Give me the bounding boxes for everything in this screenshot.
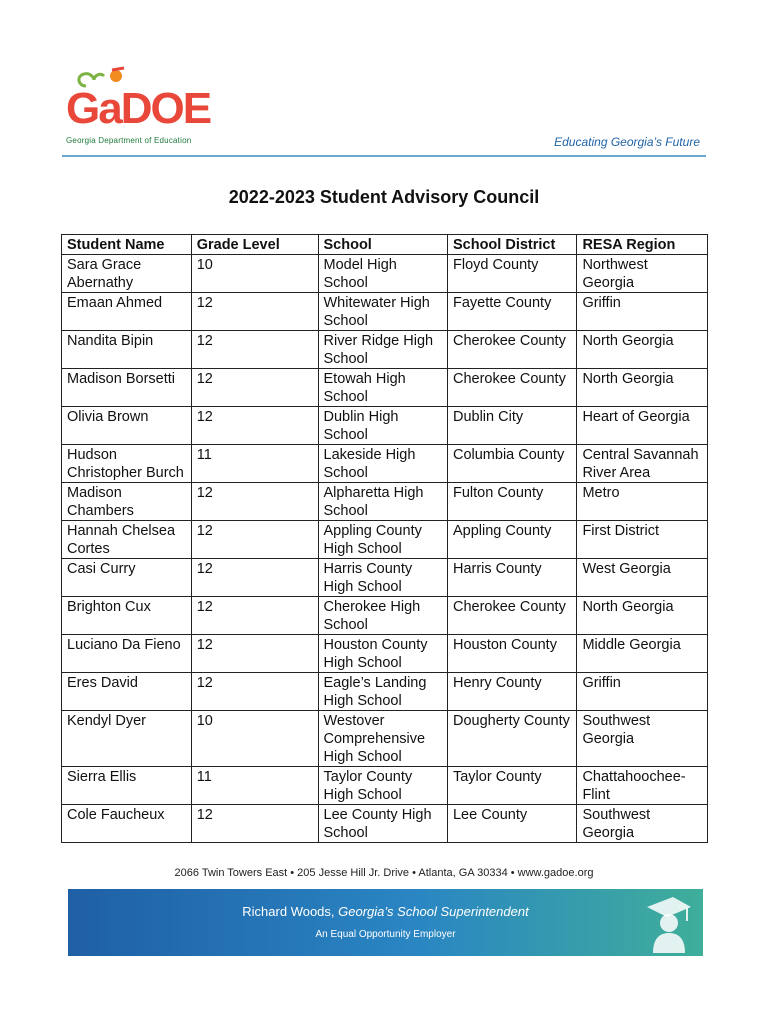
graduate-icon xyxy=(643,893,693,953)
table-cell: Dublin High School xyxy=(318,407,447,445)
table-cell: 12 xyxy=(191,369,318,407)
table-cell: Appling County High School xyxy=(318,521,447,559)
table-cell: Middle Georgia xyxy=(577,635,708,673)
table-cell: Lee County xyxy=(447,805,576,843)
table-row xyxy=(62,255,708,293)
logo-subtitle: Georgia Department of Education xyxy=(66,136,192,145)
table-cell: Griffin xyxy=(577,673,708,711)
table-row xyxy=(62,597,708,635)
column-header: School xyxy=(318,235,447,255)
table-cell: 10 xyxy=(191,711,318,767)
table-cell: Houston County High School xyxy=(318,635,447,673)
table-cell: 12 xyxy=(191,331,318,369)
table-cell: Taylor County xyxy=(447,767,576,805)
table-cell: Model High School xyxy=(318,255,447,293)
table-cell: Lee County High School xyxy=(318,805,447,843)
table-row xyxy=(62,483,708,521)
table-cell: Southwest Georgia xyxy=(577,711,708,767)
superintendent-name: Richard Woods, xyxy=(242,904,339,919)
table-row xyxy=(62,521,708,559)
table-cell: 12 xyxy=(191,521,318,559)
table-body xyxy=(62,255,708,843)
table-cell: Westover Comprehensive High School xyxy=(318,711,447,767)
table-row xyxy=(62,767,708,805)
table-cell: 12 xyxy=(191,597,318,635)
table-cell: 12 xyxy=(191,559,318,597)
column-header: RESA Region xyxy=(577,235,708,255)
table-cell: Cherokee County xyxy=(447,597,576,635)
table-cell: Cole Faucheux xyxy=(62,805,192,843)
employer-note: An Equal Opportunity Employer xyxy=(315,929,456,940)
table-cell: Southwest Georgia xyxy=(577,805,708,843)
table-cell: 11 xyxy=(191,445,318,483)
table-cell: 10 xyxy=(191,255,318,293)
table-cell: North Georgia xyxy=(577,369,708,407)
footer-address: 2066 Twin Towers East • 205 Jesse Hill Jr. Drive • Atlanta, GA 30334 • www.gadoe.org xyxy=(174,867,594,879)
table-cell: 12 xyxy=(191,407,318,445)
column-header: Student Name xyxy=(62,235,192,255)
table-cell: Appling County xyxy=(447,521,576,559)
table-cell: 12 xyxy=(191,483,318,521)
table-cell: Casi Curry xyxy=(62,559,192,597)
table-cell: Hudson Christopher Burch xyxy=(62,445,192,483)
table-cell: Eagle’s Landing High School xyxy=(318,673,447,711)
table-row xyxy=(62,805,708,843)
table-cell: Taylor County High School xyxy=(318,767,447,805)
table-cell: First District xyxy=(577,521,708,559)
table-cell: Emaan Ahmed xyxy=(62,293,192,331)
table-cell: Eres David xyxy=(62,673,192,711)
table-cell: 12 xyxy=(191,673,318,711)
page-title: 2022-2023 Student Advisory Council xyxy=(228,187,540,207)
table-row xyxy=(62,369,708,407)
table-cell: Central Savannah River Area xyxy=(577,445,708,483)
table-cell: Fayette County xyxy=(447,293,576,331)
table-cell: Alpharetta High School xyxy=(318,483,447,521)
superintendent-title: Georgia’s School Superintendent xyxy=(338,904,529,919)
table-cell: Sierra Ellis xyxy=(62,767,192,805)
table-cell: 12 xyxy=(191,293,318,331)
table-row xyxy=(62,445,708,483)
table-row xyxy=(62,559,708,597)
superintendent-line xyxy=(68,904,703,919)
table-cell: 12 xyxy=(191,635,318,673)
table-cell: Harris County High School xyxy=(318,559,447,597)
table-cell: Brighton Cux xyxy=(62,597,192,635)
table-cell: Dougherty County xyxy=(447,711,576,767)
logo-wordmark: GaDOE xyxy=(66,84,211,133)
table-cell: Whitewater High School xyxy=(318,293,447,331)
table-cell: North Georgia xyxy=(577,331,708,369)
table-cell: Heart of Georgia xyxy=(577,407,708,445)
table-cell: Dublin City xyxy=(447,407,576,445)
table-cell: Hannah Chelsea Cortes xyxy=(62,521,192,559)
table-cell: Cherokee High School xyxy=(318,597,447,635)
table-cell: Madison Borsetti xyxy=(62,369,192,407)
table-cell: Chattahoochee-Flint xyxy=(577,767,708,805)
table-cell: Etowah High School xyxy=(318,369,447,407)
table-header-row xyxy=(62,235,708,255)
table-cell: Sara Grace Abernathy xyxy=(62,255,192,293)
student-table xyxy=(61,234,708,843)
table-cell: Luciano Da Fieno xyxy=(62,635,192,673)
table-row xyxy=(62,407,708,445)
table-cell: Griffin xyxy=(577,293,708,331)
column-header: School District xyxy=(447,235,576,255)
table-cell: River Ridge High School xyxy=(318,331,447,369)
column-header: Grade Level xyxy=(191,235,318,255)
footer-banner xyxy=(68,889,703,956)
table-cell: Fulton County xyxy=(447,483,576,521)
table-row xyxy=(62,293,708,331)
table-cell: 11 xyxy=(191,767,318,805)
table-cell: Cherokee County xyxy=(447,369,576,407)
table-cell: Harris County xyxy=(447,559,576,597)
table-cell: Nandita Bipin xyxy=(62,331,192,369)
table-cell: Olivia Brown xyxy=(62,407,192,445)
table-cell: Metro xyxy=(577,483,708,521)
table-cell: 12 xyxy=(191,805,318,843)
table-row xyxy=(62,331,708,369)
table-row xyxy=(62,635,708,673)
table-cell: Henry County xyxy=(447,673,576,711)
table-cell: Kendyl Dyer xyxy=(62,711,192,767)
table-cell: Madison Chambers xyxy=(62,483,192,521)
tagline: Educating Georgia’s Future xyxy=(554,135,700,149)
table-cell: Floyd County xyxy=(447,255,576,293)
table-row xyxy=(62,673,708,711)
table-cell: West Georgia xyxy=(577,559,708,597)
table-cell: Cherokee County xyxy=(447,331,576,369)
table-cell: Lakeside High School xyxy=(318,445,447,483)
table-cell: Northwest Georgia xyxy=(577,255,708,293)
header-divider xyxy=(62,155,706,157)
table-cell: North Georgia xyxy=(577,597,708,635)
table-cell: Columbia County xyxy=(447,445,576,483)
table-row xyxy=(62,711,708,767)
gadoe-logo xyxy=(62,66,222,150)
table-cell: Houston County xyxy=(447,635,576,673)
